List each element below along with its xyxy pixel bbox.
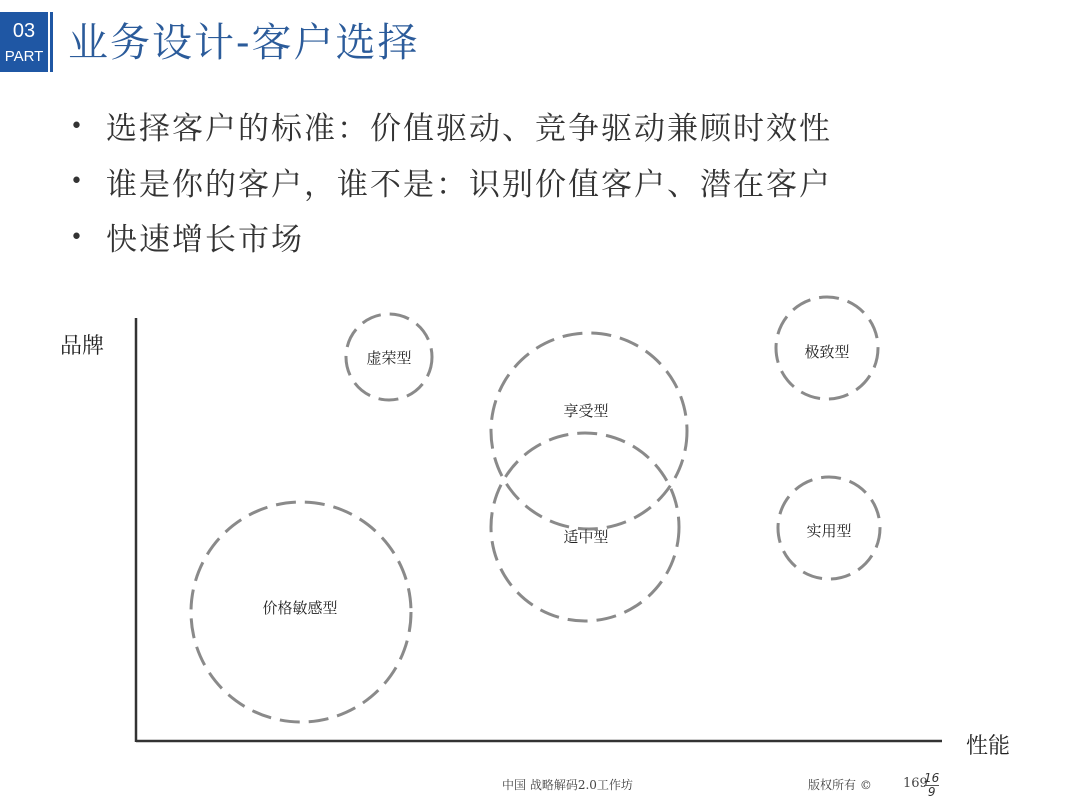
part-label: PART — [4, 48, 44, 65]
bullet-dot-icon: • — [70, 224, 85, 250]
page-title: 业务设计-客户选择 — [68, 20, 420, 66]
segment-circle-moderate — [491, 433, 679, 621]
footer-copyright: 版权所有 © — [808, 778, 872, 792]
bullet-dot-icon: • — [70, 113, 85, 139]
y-axis-label: 品牌 — [60, 334, 105, 359]
bullet-text: 选择客户的标准：价值驱动、竞争驱动兼顾时效性 — [106, 111, 832, 147]
segment-label-price-sensitive: 价格敏感型 — [262, 599, 338, 617]
page-fraction — [924, 772, 939, 798]
page-number: 169 — [903, 776, 928, 791]
bullet-dot-icon: • — [70, 169, 85, 194]
segment-label-ultimate: 极致型 — [804, 343, 850, 361]
bullet-text: 快速增长市场 — [106, 222, 304, 258]
bullet-text: 谁是你的客户，谁不是：识别价值客户、潜在客户 — [106, 166, 832, 203]
segment-circle-enjoyment — [491, 333, 687, 529]
page-fraction-numerator: 16 — [924, 771, 940, 785]
part-number: 03 — [12, 20, 36, 42]
page-fraction-denominator: 9 — [927, 785, 936, 799]
x-axis-label: 性能 — [966, 734, 1011, 759]
segment-label-practical: 实用型 — [806, 522, 852, 540]
segment-label-vanity: 虚荣型 — [366, 349, 412, 367]
segment-label-enjoyment: 享受型 — [563, 402, 609, 420]
footer-workshop: 中国 战略解码2.0工作坊 — [502, 778, 633, 792]
segment-label-moderate: 适中型 — [563, 528, 609, 546]
